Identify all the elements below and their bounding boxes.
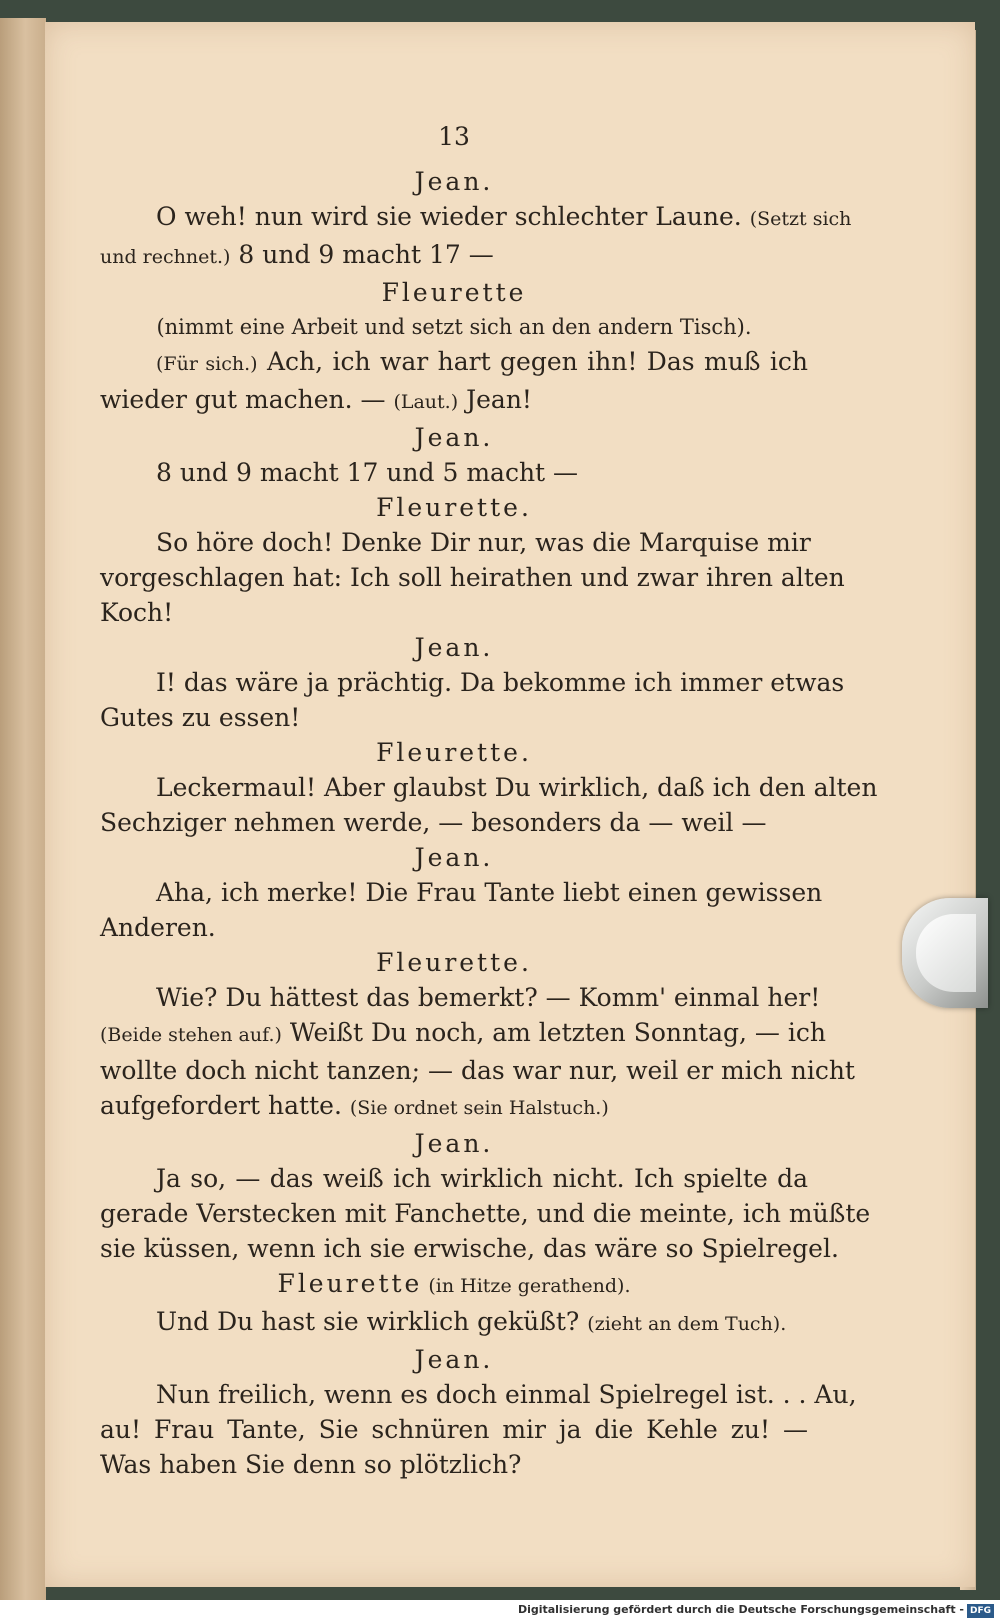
dialogue-text: au! Frau Tante, Sie schnüren mir ja die Kehle zu! — — [100, 1415, 808, 1444]
dialogue-text: Weißt Du noch, am letzten Sonntag, — ich — [289, 1018, 826, 1047]
stage-direction: (in Hitze gerathend). — [422, 1275, 631, 1297]
dialogue-text: 8 und 9 macht 17 und 5 macht — — [156, 458, 579, 487]
text-line — [100, 1412, 808, 1447]
text-line — [100, 1015, 826, 1053]
stage-direction: (Für sich.) — [156, 353, 258, 375]
page-number: 13 — [438, 122, 470, 151]
dialogue-text: Koch! — [100, 598, 174, 627]
text-line — [100, 1447, 808, 1482]
dialogue-text: Aha, ich merke! Die Frau Tante liebt einen gewissen — [156, 878, 823, 907]
dialogue-text: vorgeschlagen hat: Ich soll heirathen und zwar ihren alten — [100, 563, 845, 592]
dialogue-text: Was haben Sie denn so plötzlich? — [100, 1450, 522, 1479]
page-text — [100, 118, 878, 1482]
text-line — [100, 1161, 808, 1196]
speaker-name: Jean. — [414, 167, 494, 196]
book-spine-edge — [0, 18, 46, 1600]
text-line — [100, 455, 808, 490]
dialogue-text: Gutes zu essen! — [100, 703, 301, 732]
dfg-logo-icon: DFG — [967, 1604, 994, 1618]
dialogue-text: Sechziger nehmen werde, — besonders da — weil — — [100, 808, 767, 837]
dialogue-text: Leckermaul! Aber glaubst Du wirklich, daß ich den alten — [156, 773, 878, 802]
speaker-name: Jean. — [414, 423, 494, 452]
stage-direction: (nimmt eine Arbeit und setzt sich an den andern Tisch). — [156, 315, 752, 339]
speaker-name: Fleurette. — [376, 738, 532, 767]
stage-direction: (Setzt sich — [749, 208, 852, 230]
dialogue-text: I! das wäre ja prächtig. Da bekomme ich immer etwas — [156, 668, 845, 697]
text-line — [100, 199, 852, 237]
speaker-name: Jean. — [414, 843, 494, 872]
text-line — [100, 525, 811, 560]
text-line — [100, 1196, 871, 1231]
stage-direction: (Beide stehen auf.) — [100, 1024, 282, 1046]
stage-direction: (Laut.) — [393, 391, 459, 413]
stage-direction: (zieht an dem Tuch). — [587, 1313, 787, 1335]
dialogue-text: sie küssen, wenn ich sie erwische, das wäre so Spielregel. — [100, 1234, 839, 1263]
digitization-footer — [0, 1600, 1000, 1623]
speaker-name: Fleurette. — [376, 493, 532, 522]
speaker-name: Jean. — [414, 1345, 494, 1374]
page-clip — [902, 898, 988, 1008]
speaker-name: Jean. — [414, 1129, 494, 1158]
speaker-name: Fleurette — [381, 278, 527, 307]
text-line — [100, 595, 808, 630]
text-line — [100, 1231, 839, 1266]
dialogue-text: wollte doch nicht tanzen; — das war nur, weil er mich nicht — [100, 1056, 855, 1085]
dialogue-text: aufgefordert hatte. — [100, 1091, 342, 1120]
text-line — [100, 1377, 857, 1412]
dialogue-text: 8 und 9 macht 17 — — [238, 240, 494, 269]
text-line — [100, 665, 845, 700]
speaker-name: Fleurette — [277, 1269, 423, 1298]
text-line — [100, 1053, 855, 1088]
funding-credit: Digitalisierung gefördert durch die Deutsche Forschungsgemeinschaft - — [517, 1603, 964, 1616]
dialogue-text: Jean! — [466, 385, 532, 414]
dialogue-text: Ach, ich war hart gegen ihn! Das muß ich — [266, 347, 808, 376]
text-line — [100, 237, 808, 275]
text-line — [100, 980, 821, 1015]
text-line — [100, 805, 808, 840]
dialogue-text: wieder gut machen. — — [100, 385, 386, 414]
speaker-line — [100, 1266, 808, 1304]
stage-direction: und rechnet.) — [100, 246, 231, 268]
stage-direction: (Sie ordnet sein Halstuch.) — [349, 1097, 609, 1119]
dialogue-text: Und Du hast sie wirklich geküßt? — [156, 1307, 580, 1336]
dialogue-text: Anderen. — [100, 913, 216, 942]
text-line — [100, 560, 845, 595]
dialogue-text: Ja so, — das weiß ich wirklich nicht. Ich spielte da — [156, 1164, 808, 1193]
text-line — [100, 875, 823, 910]
speaker-name: Fleurette. — [376, 948, 532, 977]
dialogue-text: So höre doch! Denke Dir nur, was die Marquise mir — [156, 528, 811, 557]
text-line — [100, 344, 808, 382]
page-clip-highlight — [916, 914, 976, 992]
text-line — [100, 1304, 808, 1342]
text-line — [100, 382, 808, 420]
dialogue-text: O weh! nun wird sie wieder schlechter Laune. — [156, 202, 742, 231]
text-line — [100, 770, 878, 805]
text-line — [100, 700, 808, 735]
dialogue-text: Wie? Du hättest das bemerkt? — Komm' einmal her! — [156, 983, 821, 1012]
dialogue-text: Nun freilich, wenn es doch einmal Spielregel ist. . . Au, — [156, 1380, 857, 1409]
dialogue-text: gerade Verstecken mit Fanchette, und die meinte, ich müßte — [100, 1199, 871, 1228]
text-line — [100, 910, 808, 945]
speaker-name: Jean. — [414, 633, 494, 662]
text-line — [100, 1088, 808, 1126]
